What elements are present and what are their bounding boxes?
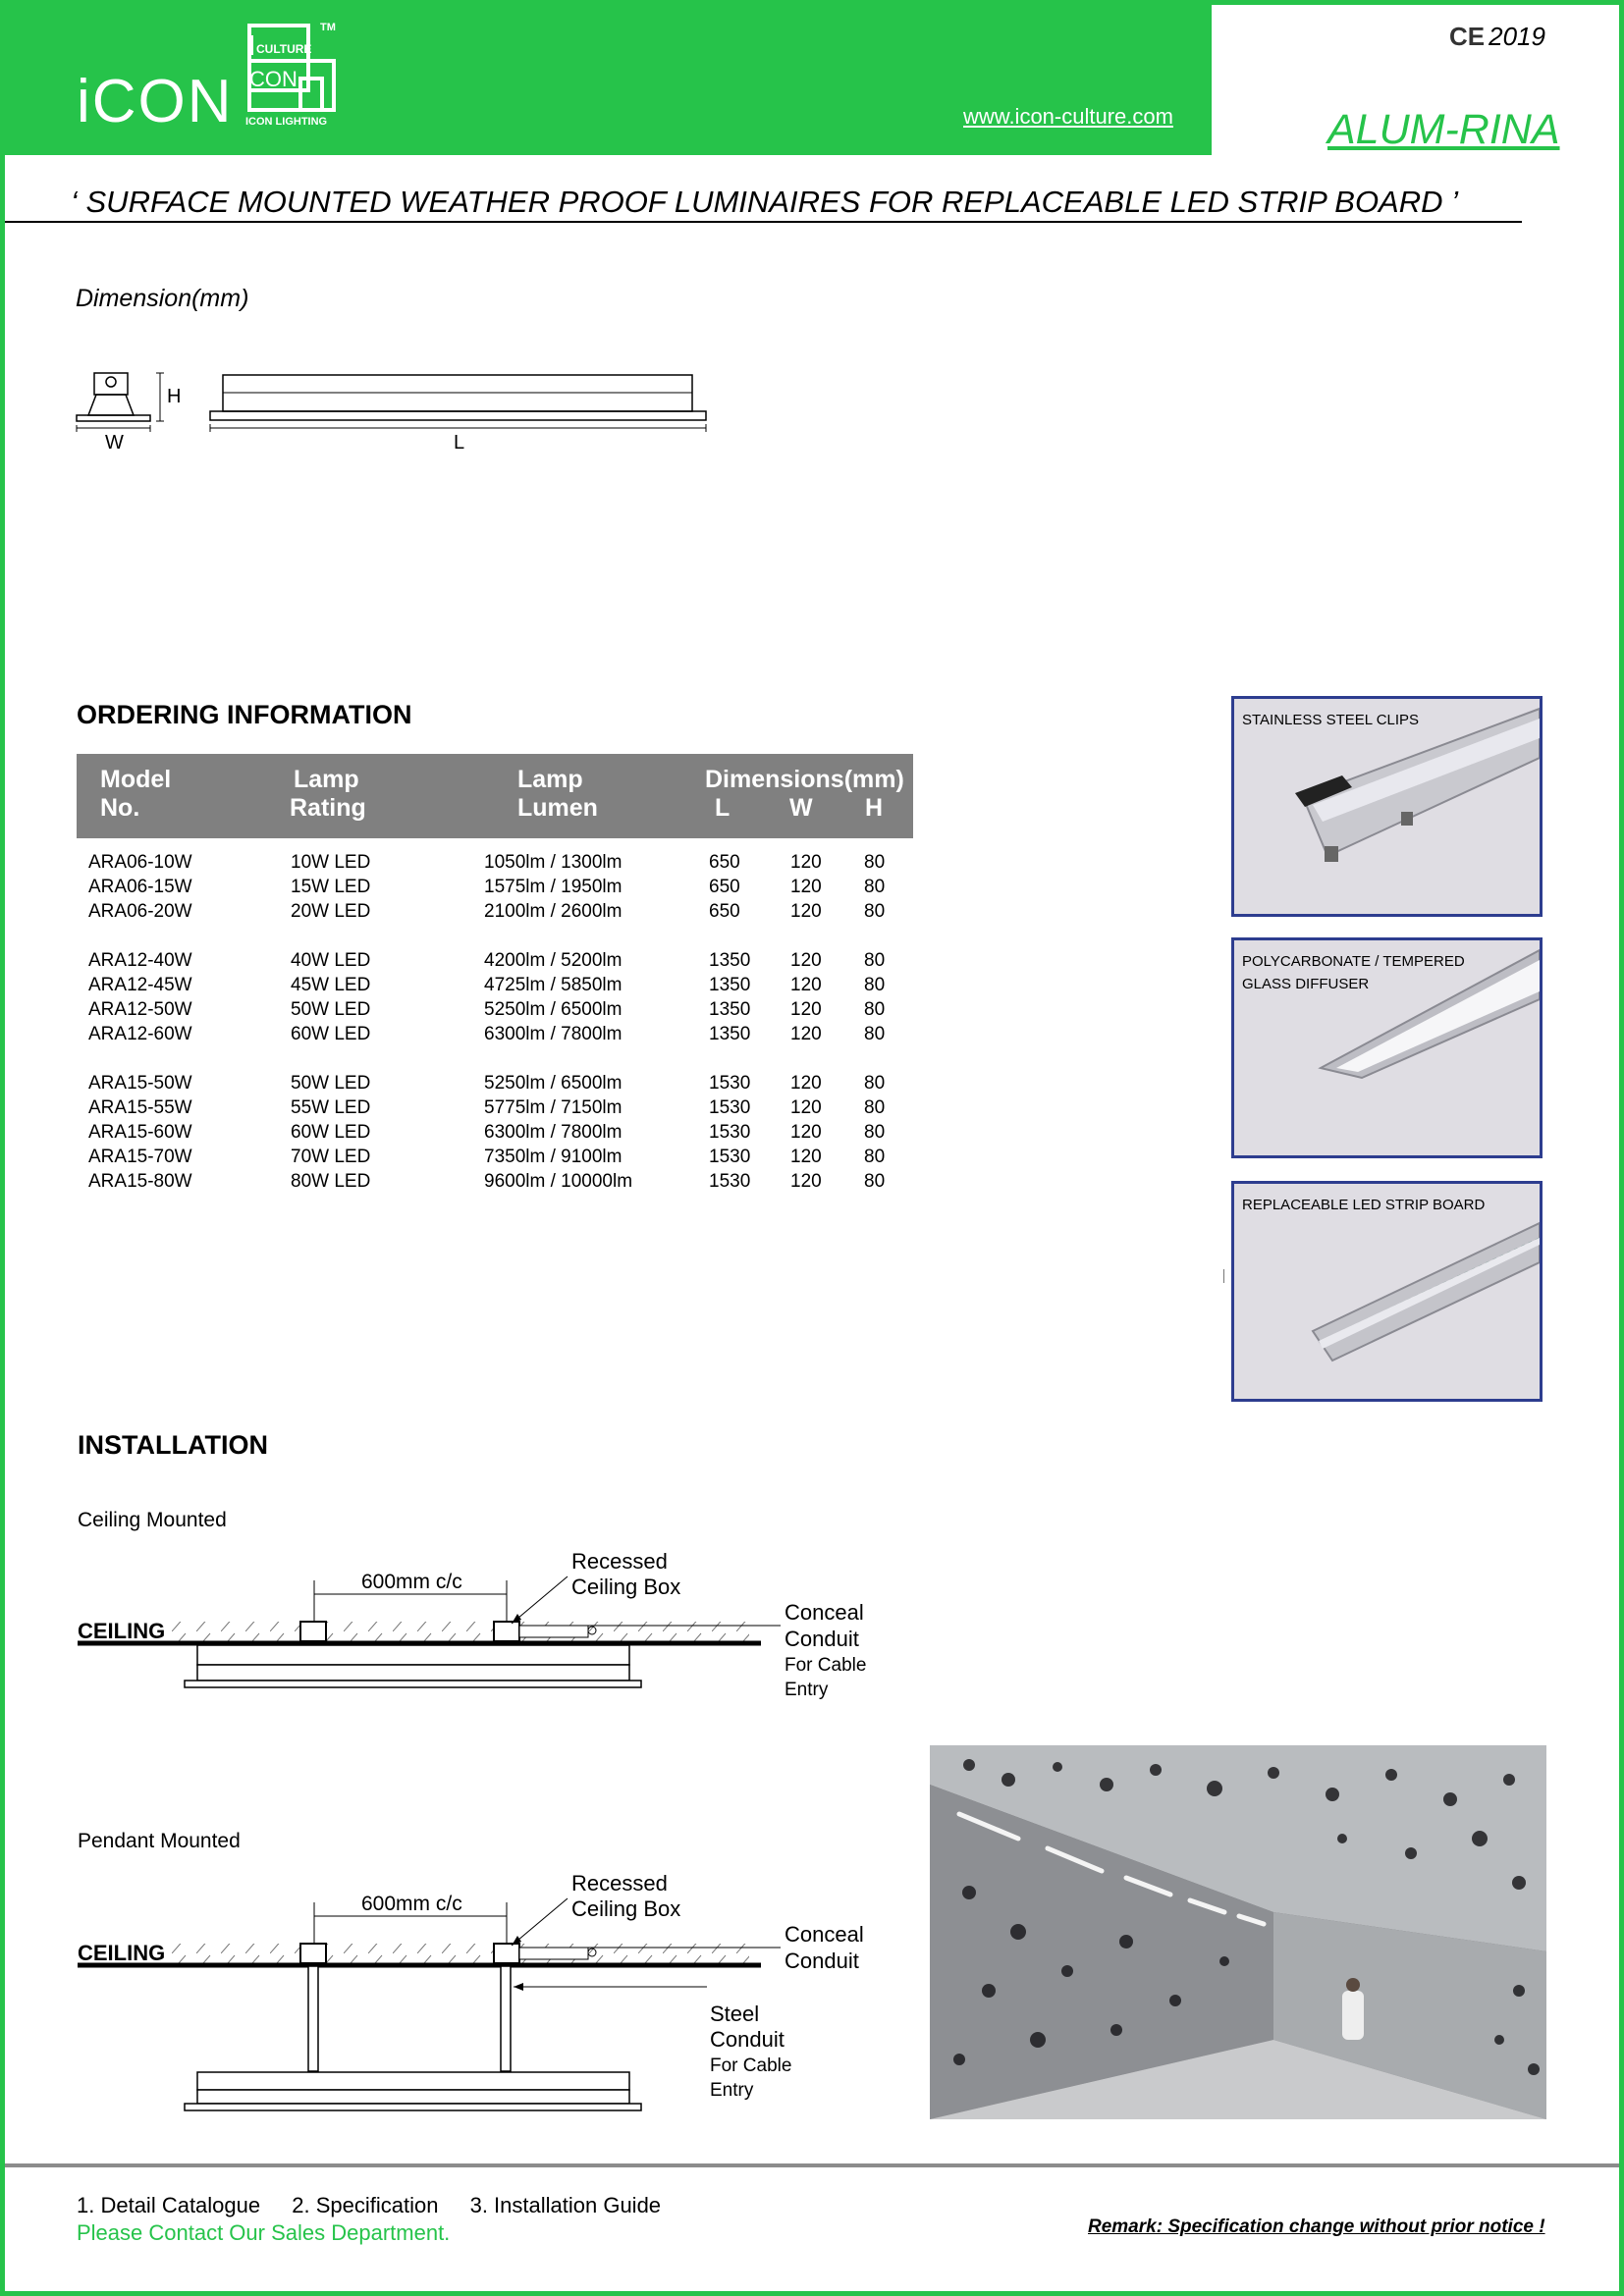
table-cell: 9600lm / 10000lm bbox=[484, 1171, 633, 1192]
installation-title: INSTALLATION bbox=[78, 1430, 268, 1460]
table-cell: 6300lm / 7800lm bbox=[484, 1024, 623, 1044]
person-figure bbox=[1342, 1991, 1364, 2040]
table-cell: 50W LED bbox=[291, 1073, 371, 1094]
table-row bbox=[88, 1073, 972, 1097]
table-cell: 80 bbox=[864, 950, 886, 971]
conduit-label: Conceal bbox=[785, 1600, 864, 1625]
col-rating: Lamp Rating bbox=[290, 766, 366, 822]
table-row bbox=[88, 1024, 972, 1048]
table-cell: 80W LED bbox=[291, 1171, 371, 1192]
table-cell: 650 bbox=[709, 901, 740, 922]
conduit-label: Conceal bbox=[785, 1922, 864, 1947]
svg-text:Conduit: Conduit bbox=[785, 1949, 859, 1973]
table-cell: ARA15-70W bbox=[88, 1147, 192, 1167]
table-cell: 10W LED bbox=[291, 852, 371, 873]
feature-caption: STAINLESS STEEL CLIPS bbox=[1242, 712, 1420, 728]
table-cell: ARA15-60W bbox=[88, 1122, 192, 1143]
table-cell: ARA12-45W bbox=[88, 975, 192, 995]
col-w: W bbox=[789, 794, 813, 822]
strip-board-photo-icon bbox=[1234, 1184, 1540, 1399]
table-cell: 80 bbox=[864, 1171, 886, 1192]
svg-text:Ceiling Box: Ceiling Box bbox=[571, 1896, 681, 1921]
ceiling-box-left bbox=[300, 1622, 326, 1641]
pendant-mounted-title: Pendant Mounted bbox=[78, 1830, 241, 1852]
dimension-diagram bbox=[69, 363, 717, 461]
feature-caption: POLYCARBONATE / TEMPERED GLASS DIFFUSER bbox=[1242, 953, 1465, 992]
ceiling-mounted-diagram bbox=[74, 1543, 908, 1710]
clips-photo-icon bbox=[1234, 699, 1540, 914]
footer-links bbox=[77, 2193, 686, 2218]
table-row bbox=[88, 1171, 972, 1196]
table-cell: 1530 bbox=[709, 1073, 751, 1094]
table-cell: 80 bbox=[864, 1024, 886, 1044]
ceiling-mounted-title: Ceiling Mounted bbox=[78, 1509, 227, 1531]
table-cell: 4200lm / 5200lm bbox=[484, 950, 623, 971]
culture-logo-icon bbox=[245, 22, 339, 120]
table-cell: 1575lm / 1950lm bbox=[484, 877, 623, 897]
table-cell: 120 bbox=[790, 1147, 822, 1167]
diffuser-photo-icon bbox=[1234, 940, 1540, 1155]
ordering-table-header bbox=[77, 754, 913, 838]
table-cell: 50W LED bbox=[291, 999, 371, 1020]
table-cell: 1050lm / 1300lm bbox=[484, 852, 623, 873]
table-cell: 6300lm / 7800lm bbox=[484, 1122, 623, 1143]
pendant-mounted-diagram bbox=[74, 1865, 908, 2125]
dim-label-w: W bbox=[105, 432, 124, 454]
col-dimensions: Dimensions(mm) bbox=[705, 766, 904, 793]
website-link[interactable]: www.icon-culture.com bbox=[963, 104, 1173, 129]
table-cell: 120 bbox=[790, 1024, 822, 1044]
table-cell: 1350 bbox=[709, 999, 751, 1020]
svg-text:Conduit: Conduit bbox=[785, 1627, 859, 1651]
ordering-table-body bbox=[88, 852, 972, 1205]
ceiling-box-right bbox=[494, 1944, 519, 1963]
table-row bbox=[88, 975, 972, 999]
table-cell: ARA06-20W bbox=[88, 901, 192, 922]
table-cell: 120 bbox=[790, 852, 822, 873]
tunnel-installation-photo bbox=[930, 1745, 1546, 2119]
table-cell: 55W LED bbox=[291, 1097, 371, 1118]
table-row bbox=[88, 901, 972, 926]
table-cell: 1350 bbox=[709, 1024, 751, 1044]
col-h: H bbox=[865, 794, 884, 822]
table-cell: 80 bbox=[864, 877, 886, 897]
ordering-title: ORDERING INFORMATION bbox=[77, 700, 412, 729]
steel-rod-right bbox=[501, 1966, 511, 2071]
table-row bbox=[88, 950, 972, 975]
table-cell: 80 bbox=[864, 975, 886, 995]
stray-mark bbox=[1223, 1269, 1224, 1283]
table-row bbox=[88, 1147, 972, 1171]
table-cell: ARA06-15W bbox=[88, 877, 192, 897]
table-cell: 20W LED bbox=[291, 901, 371, 922]
table-cell: ARA12-60W bbox=[88, 1024, 192, 1044]
table-cell: 5250lm / 6500lm bbox=[484, 1073, 623, 1094]
table-cell: 120 bbox=[790, 950, 822, 971]
table-cell: ARA15-50W bbox=[88, 1073, 192, 1094]
table-cell: 120 bbox=[790, 1097, 822, 1118]
table-cell: 5775lm / 7150lm bbox=[484, 1097, 623, 1118]
tagline-rule bbox=[5, 221, 1522, 223]
steel-conduit-label: Steel bbox=[710, 2002, 760, 2026]
svg-text:CON: CON bbox=[249, 67, 298, 91]
table-cell: 80 bbox=[864, 1147, 886, 1167]
table-cell: 4725lm / 5850lm bbox=[484, 975, 623, 995]
svg-text:CULTURE: CULTURE bbox=[256, 42, 312, 56]
table-cell: 1530 bbox=[709, 1171, 751, 1192]
spacing-label: 600mm c/c bbox=[361, 1571, 462, 1593]
year-badge bbox=[1449, 22, 1545, 52]
brand-logo-text: iCON bbox=[77, 68, 234, 135]
table-cell: 650 bbox=[709, 877, 740, 897]
table-cell: ARA15-55W bbox=[88, 1097, 192, 1118]
table-cell: 15W LED bbox=[291, 877, 371, 897]
table-cell: 80 bbox=[864, 1097, 886, 1118]
ceiling-label: CEILING bbox=[78, 1941, 166, 1965]
table-cell: 120 bbox=[790, 1171, 822, 1192]
table-cell: 120 bbox=[790, 1073, 822, 1094]
table-cell: 120 bbox=[790, 1122, 822, 1143]
table-cell: 120 bbox=[790, 999, 822, 1020]
ceiling-label: CEILING bbox=[78, 1619, 166, 1643]
recessed-box-label: Recessed bbox=[571, 1549, 668, 1574]
link-detail-catalogue[interactable]: 1. Detail Catalogue bbox=[77, 2193, 261, 2217]
svg-text:Conduit: Conduit bbox=[710, 2027, 785, 2052]
dim-label-l: L bbox=[454, 432, 465, 454]
link-specification[interactable]: 2. Specification bbox=[292, 2193, 439, 2217]
table-cell: ARA12-50W bbox=[88, 999, 192, 1020]
trademark: TM bbox=[320, 22, 336, 33]
link-installation-guide[interactable]: 3. Installation Guide bbox=[469, 2193, 662, 2217]
end-view-body bbox=[88, 395, 134, 415]
table-cell: 60W LED bbox=[291, 1024, 371, 1044]
svg-text:Ceiling Box: Ceiling Box bbox=[571, 1575, 681, 1599]
table-cell: 80 bbox=[864, 999, 886, 1020]
table-cell: 45W LED bbox=[291, 975, 371, 995]
table-cell: ARA15-80W bbox=[88, 1171, 192, 1192]
feature-card-diffuser bbox=[1231, 937, 1543, 1158]
col-model: Model No. bbox=[100, 766, 172, 822]
table-row bbox=[88, 1097, 972, 1122]
table-cell: 80 bbox=[864, 852, 886, 873]
ce-mark-icon: CE bbox=[1449, 22, 1486, 51]
col-lumen: Lamp Lumen bbox=[517, 766, 598, 822]
remark: Remark: Specification change without prior notice ! bbox=[1088, 2216, 1545, 2237]
table-cell: ARA06-10W bbox=[88, 852, 192, 873]
table-cell: 1530 bbox=[709, 1147, 751, 1167]
footer-rule bbox=[5, 2163, 1619, 2167]
table-cell: 120 bbox=[790, 901, 822, 922]
recessed-box-label: Recessed bbox=[571, 1871, 668, 1896]
table-row bbox=[88, 877, 972, 901]
svg-text:Entry: Entry bbox=[785, 1680, 829, 1700]
table-cell: 80 bbox=[864, 1122, 886, 1143]
table-cell: 5250lm / 6500lm bbox=[484, 999, 623, 1020]
dimension-title: Dimension(mm) bbox=[76, 285, 249, 312]
table-cell: 650 bbox=[709, 852, 740, 873]
feature-card-clips bbox=[1231, 696, 1543, 917]
end-view-hole bbox=[106, 377, 116, 387]
svg-text:For Cable: For Cable bbox=[785, 1655, 867, 1676]
table-cell: 80 bbox=[864, 1073, 886, 1094]
spacing-label: 600mm c/c bbox=[361, 1893, 462, 1915]
feature-caption: REPLACEABLE LED STRIP BOARD bbox=[1242, 1197, 1486, 1213]
table-cell: 70W LED bbox=[291, 1147, 371, 1167]
table-cell: ARA12-40W bbox=[88, 950, 192, 971]
table-row bbox=[88, 999, 972, 1024]
logo-subtitle: ICON LIGHTING bbox=[245, 116, 328, 128]
table-cell: 1350 bbox=[709, 950, 751, 971]
table-cell: 7350lm / 9100lm bbox=[484, 1147, 623, 1167]
table-row bbox=[88, 1122, 972, 1147]
table-cell: 1350 bbox=[709, 975, 751, 995]
col-l: L bbox=[715, 794, 731, 822]
table-cell: 1530 bbox=[709, 1097, 751, 1118]
ceiling-box-right bbox=[494, 1622, 519, 1641]
table-cell: 80 bbox=[864, 901, 886, 922]
year-text: 2019 bbox=[1489, 22, 1545, 51]
table-cell: 120 bbox=[790, 975, 822, 995]
steel-rod-left bbox=[308, 1966, 318, 2071]
svg-text:Entry: Entry bbox=[710, 2080, 754, 2101]
table-cell: 1530 bbox=[709, 1122, 751, 1143]
contact-sales: Please Contact Our Sales Department. bbox=[77, 2220, 451, 2245]
table-cell: 60W LED bbox=[291, 1122, 371, 1143]
tagline: ‘ SURFACE MOUNTED WEATHER PROOF LUMINAIRES FOR REPLACEABLE LED STRIP BOARD ’ bbox=[71, 185, 1459, 219]
table-cell: 40W LED bbox=[291, 950, 371, 971]
table-row bbox=[88, 852, 972, 877]
ceiling-box-left bbox=[300, 1944, 326, 1963]
feature-card-strip-board bbox=[1231, 1181, 1543, 1402]
table-cell: 120 bbox=[790, 877, 822, 897]
dim-label-h: H bbox=[167, 386, 182, 407]
table-cell: 2100lm / 2600lm bbox=[484, 901, 623, 922]
svg-text:For Cable: For Cable bbox=[710, 2056, 792, 2076]
product-name: ALUM-RINA bbox=[1327, 106, 1560, 153]
